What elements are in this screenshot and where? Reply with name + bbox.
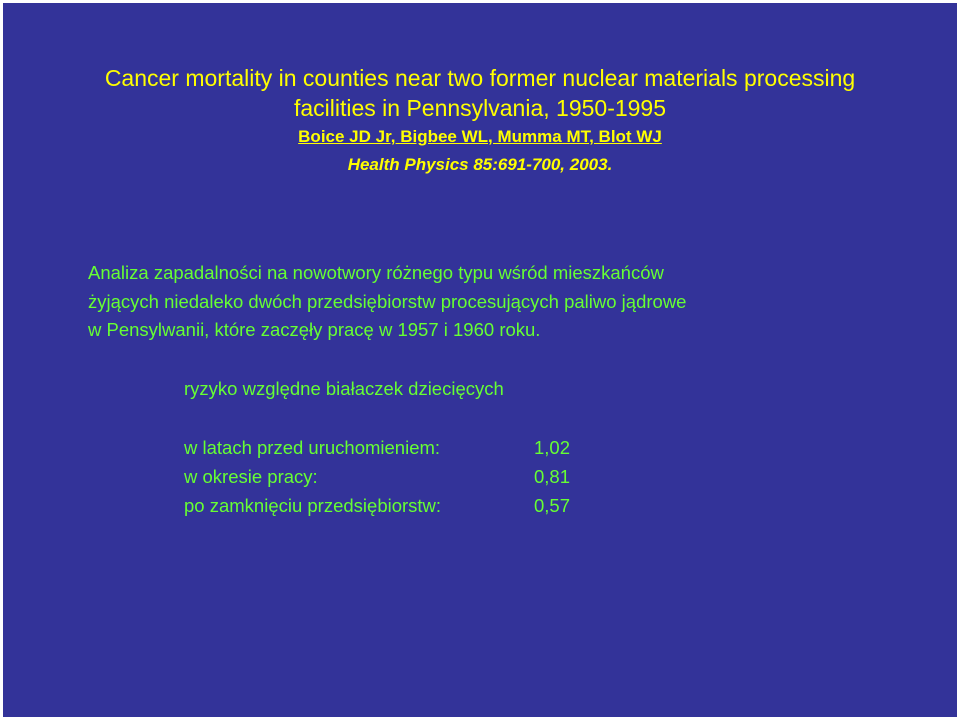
slide: [3, 3, 957, 717]
title-block: [3, 63, 957, 179]
risk-value: 1,02: [534, 437, 571, 458]
risk-row-before: [184, 433, 594, 462]
abstract-line-3: w Pensylwanii, które zaczęły pracę w 1957 i 1960 roku.: [88, 319, 541, 340]
risk-label: w okresie pracy:: [184, 466, 318, 487]
risk-values-list: [184, 433, 594, 520]
title-line-1: Cancer mortality in counties near two former nuclear materials processing: [104, 65, 856, 91]
risk-row-during: [184, 462, 594, 491]
risk-value: 0,81: [534, 466, 571, 487]
title-line-2: facilities in Pennsylvania, 1950-1995: [293, 95, 667, 121]
risk-label: w latach przed uruchomieniem:: [184, 437, 441, 458]
citation-line: Health Physics 85:691-700, 2003.: [347, 155, 613, 174]
abstract-line-1: Analiza zapadalności na nowotwory różnego typu wśród mieszkańców: [88, 262, 664, 283]
risk-heading: ryzyko względne białaczek dziecięcych: [184, 378, 504, 399]
risk-row-after: [184, 491, 594, 520]
risk-label: po zamknięciu przedsiębiorstw:: [184, 495, 442, 516]
abstract-line-2: żyjących niedaleko dwóch przedsiębiorstw procesujących paliwo jądrowe: [88, 290, 687, 312]
authors-line: Boice JD Jr, Bigbee WL, Mumma MT, Blot WJ: [298, 127, 662, 146]
abstract-paragraph: [88, 259, 948, 345]
risk-value: 0,57: [534, 495, 571, 516]
